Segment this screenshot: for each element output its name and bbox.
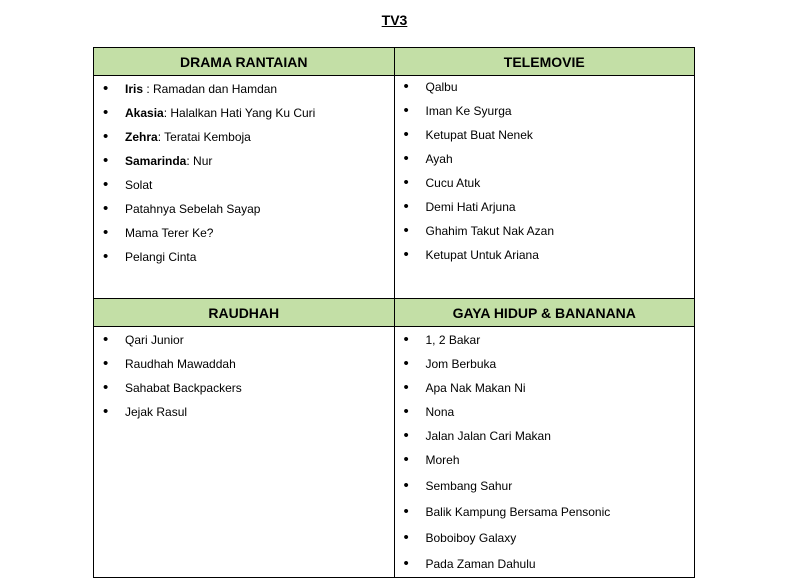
page-title: TV3 <box>381 12 408 28</box>
list-item: • Qalbu <box>395 80 695 94</box>
raudhah-list <box>94 333 394 419</box>
raudhah-cell <box>94 327 395 578</box>
list-item: • Nona <box>395 405 695 419</box>
list-item: • Pelangi Cinta <box>94 250 394 264</box>
list-item: • Sembang Sahur <box>395 479 695 493</box>
list-item: • Ketupat Untuk Ariana <box>395 248 695 262</box>
list-item: • Ketupat Buat Nenek <box>395 128 695 142</box>
list-item: • Cucu Atuk <box>395 176 695 190</box>
telemovie-cell <box>394 76 695 299</box>
list-item: • Qari Junior <box>94 333 394 347</box>
list-item: • Pada Zaman Dahulu <box>395 557 695 571</box>
list-item: • Boboiboy Galaxy <box>395 531 695 545</box>
schedule-table <box>93 47 695 578</box>
header-gaya-hidup: GAYA HIDUP & BANANANA <box>394 299 695 327</box>
header-drama-rantaian: DRAMA RANTAIAN <box>94 48 395 76</box>
drama-rantaian-list <box>94 82 394 264</box>
list-item: • Moreh <box>395 453 695 467</box>
list-item: • Sahabat Backpackers <box>94 381 394 395</box>
gaya-hidup-cell <box>394 327 695 578</box>
drama-rantaian-cell <box>94 76 395 299</box>
list-item: • Patahnya Sebelah Sayap <box>94 202 394 216</box>
list-item: • Ghahim Takut Nak Azan <box>395 224 695 238</box>
list-item: • Jalan Jalan Cari Makan <box>395 429 695 443</box>
list-item: • Iman Ke Syurga <box>395 104 695 118</box>
telemovie-list <box>395 80 695 262</box>
list-item: • 1, 2 Bakar <box>395 333 695 347</box>
list-item: • Iris : Ramadan dan Hamdan <box>94 82 394 96</box>
list-item: • Apa Nak Makan Ni <box>395 381 695 395</box>
list-item: • Samarinda: Nur <box>94 154 394 168</box>
list-item: • Jejak Rasul <box>94 405 394 419</box>
header-telemovie: TELEMOVIE <box>394 48 695 76</box>
list-item: • Demi Hati Arjuna <box>395 200 695 214</box>
list-item: • Akasia: Halalkan Hati Yang Ku Curi <box>94 106 394 120</box>
header-raudhah: RAUDHAH <box>94 299 395 327</box>
list-item: • Balik Kampung Bersama Pensonic <box>395 505 695 519</box>
list-item: • Mama Terer Ke? <box>94 226 394 240</box>
list-item: • Zehra: Teratai Kemboja <box>94 130 394 144</box>
list-item: • Raudhah Mawaddah <box>94 357 394 371</box>
list-item: • Ayah <box>395 152 695 166</box>
list-item: • Jom Berbuka <box>395 357 695 371</box>
gaya-hidup-list <box>395 333 695 571</box>
list-item: • Solat <box>94 178 394 192</box>
